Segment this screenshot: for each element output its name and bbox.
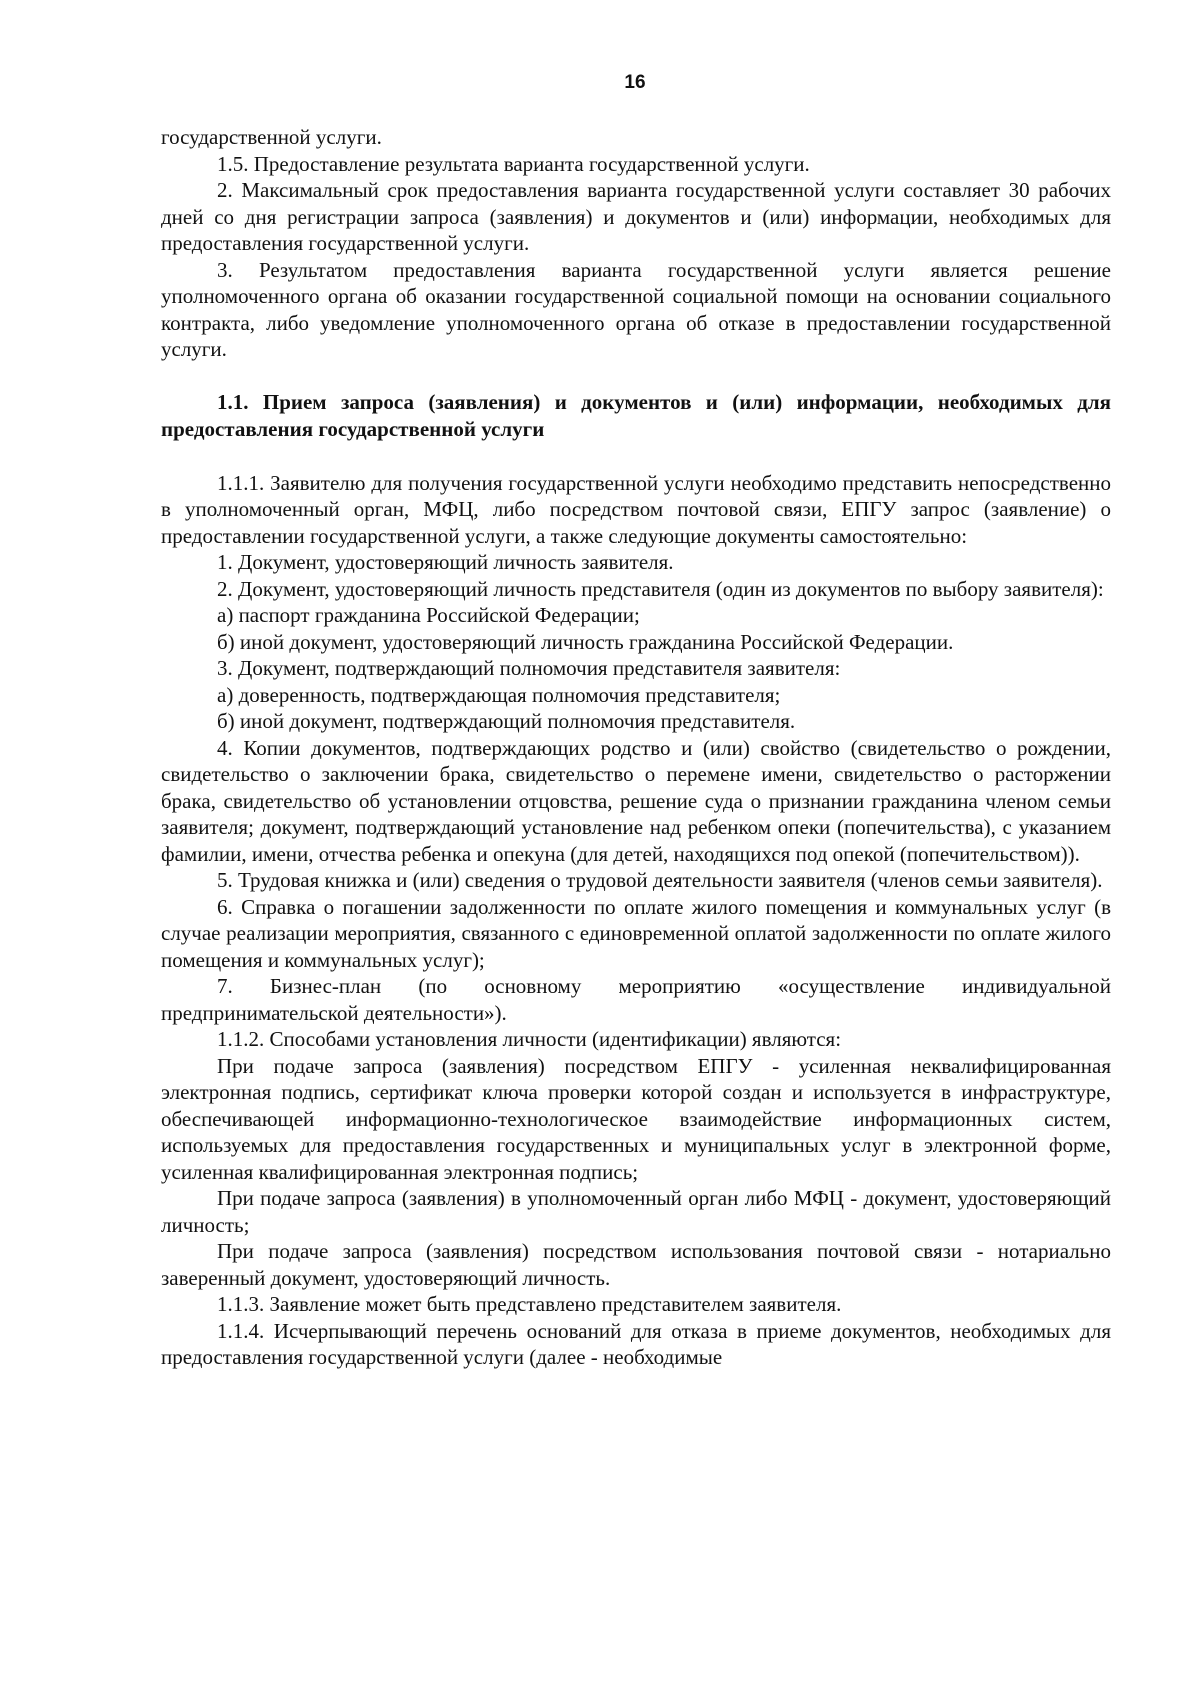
paragraph: государственной услуги. [161, 125, 382, 149]
paragraph: 3. Документ, подтверждающий полномочия представителя заявителя: [217, 656, 841, 680]
paragraph: 2. Максимальный срок предоставления варианта государственной услуги составляет 30 рабочих дней со дня регистрации запроса (заявления) и документов и (или) информации, необходимых для предоставления государственной услуги. [161, 178, 1111, 255]
paragraph: 1. Документ, удостоверяющий личность заявителя. [217, 550, 674, 574]
paragraph: 1.5. Предоставление результата варианта государственной услуги. [217, 151, 810, 176]
paragraph: При подаче запроса (заявления) в уполномоченный орган либо МФЦ - документ, удостоверяющий личность; [161, 1186, 1111, 1237]
paragraph: 5. Трудовая книжка и (или) сведения о трудовой деятельности заявителя (членов семьи заявителя). [217, 868, 1103, 892]
paragraph: а) доверенность, подтверждающая полномочия представителя; [217, 682, 781, 707]
page-body [161, 124, 1111, 1371]
paragraph: 4. Копии документов, подтверждающих родство и (или) свойство (свидетельство о рождении, свидетельство о заключении брака, свидетельство о перемене имени, свидетельство о расторжении брака, свидетельство об установлении отцовства, решение суда о признании гражданина членом семьи заявителя; документ, подтверждающий установление над ребенком опеки (попечительства), с указанием фамилии, имени, отчества ребенка и опекуна (для детей, находящихся под опекой (попечительством)). [161, 735, 1111, 866]
paragraph: 6. Справка о погашении задолженности по оплате жилого помещения и коммунальных услуг (в случае реализации мероприятия, связанного с единовременной оплатой задолженности по оплате жилого помещения и коммунальных услуг); [161, 894, 1111, 972]
paragraph: 1.1.3. Заявление может быть представлено представителем заявителя. [217, 1292, 842, 1316]
paragraph: 3. Результатом предоставления варианта государственной услуги является решение уполномоченного органа об оказании государственной социальной помощи на основании социального контракта, либо уведомление уполномоченного органа об отказе в предоставлении государственной услуги. [161, 257, 1111, 361]
section-heading: 1.1. Прием запроса (заявления) и документов и (или) информации, необходимых для предоставления государственной услуги [161, 389, 1111, 441]
paragraph: 1.1.4. Исчерпывающий перечень оснований для отказа в приеме документов, необходимых для предоставления государственной услуги (далее - необходимые [161, 1318, 1111, 1369]
paragraph: б) иной документ, подтверждающий полномочия представителя. [217, 709, 796, 733]
paragraph: б) иной документ, удостоверяющий личность гражданина Российской Федерации. [217, 629, 954, 654]
paragraph: 1.1.1. Заявителю для получения государственной услуги необходимо представить непосредственно в уполномоченный орган, МФЦ, либо посредством почтовой связи, ЕПГУ запрос (заявление) о предоставлении государственной услуги, а также следующие документы самостоятельно: [161, 470, 1111, 548]
paragraph: При подаче запроса (заявления) посредством использования почтовой связи - нотариально заверенный документ, удостоверяющий личность. [161, 1239, 1111, 1290]
paragraph: При подаче запроса (заявления) посредством ЕПГУ - усиленная неквалифицированная электронная подпись, сертификат ключа проверки которой создан и используется в инфраструктуре, обеспечивающей информационно-технологическое взаимодействие информационных систем, используемых для предоставления государственных и муниципальных услуг в электронной форме, усиленная квалифицированная электронная подпись; [161, 1053, 1111, 1184]
paragraph: 2. Документ, удостоверяющий личность представителя (один из документов по выбору заявителя): [217, 576, 1104, 601]
paragraph: 7. Бизнес-план (по основному мероприятию «осуществление индивидуальной предпринимательской деятельности»). [161, 974, 1111, 1025]
paragraph: а) паспорт гражданина Российской Федерации; [217, 603, 640, 627]
paragraph: 1.1.2. Способами установления личности (идентификации) являются: [217, 1027, 842, 1051]
page-number: 16 [624, 72, 646, 93]
